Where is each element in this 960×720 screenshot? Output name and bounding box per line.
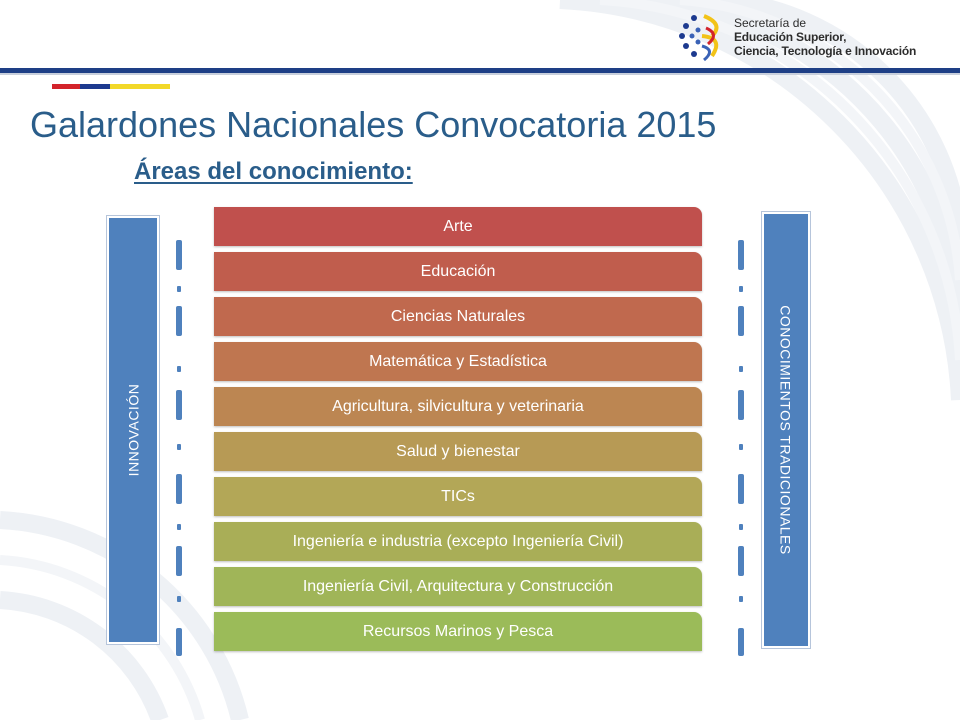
slide-title: Galardones Nacionales Convocatoria 2015 <box>30 104 717 145</box>
senescyt-logo <box>672 6 932 66</box>
area-bar-tics: TICs <box>214 477 702 516</box>
area-bar-salud-bienestar: Salud y bienestar <box>214 432 702 471</box>
flag-stripe-red <box>52 84 80 89</box>
logo-line-2: Educación Superior, <box>734 30 847 44</box>
logo-line-3: Ciencia, Tecnología e Innovación <box>734 44 917 58</box>
left-dashed-connector <box>174 240 184 660</box>
innovation-bar <box>107 216 159 644</box>
innovation-label: INNOVACIÓN <box>125 383 142 477</box>
area-bar-ingenieria-civil: Ingeniería Civil, Arquitectura y Construcción <box>214 567 702 606</box>
area-bar-ciencias-naturales: Ciencias Naturales <box>214 297 702 336</box>
knowledge-areas-list <box>214 207 702 657</box>
area-bar-educacion: Educación <box>214 252 702 291</box>
flag-stripe-blue <box>80 84 110 89</box>
area-bar-agricultura: Agricultura, silvicultura y veterinaria <box>214 387 702 426</box>
area-bar-arte: Arte <box>214 207 702 246</box>
slide-subtitle: Áreas del conocimiento: <box>134 158 413 185</box>
logo-sphere-icon <box>672 6 732 66</box>
logo-line-1: Secretaría de <box>734 16 807 30</box>
traditional-knowledge-label: CONOCIMIENTOS TRADICIONALES <box>778 305 794 555</box>
area-bar-matematica-estadistica: Matemática y Estadística <box>214 342 702 381</box>
area-bar-ingenieria-industria: Ingeniería e industria (excepto Ingeniería Civil) <box>214 522 702 561</box>
header-bar-shadow <box>0 73 960 75</box>
area-bar-recursos-marinos: Recursos Marinos y Pesca <box>214 612 702 651</box>
flag-stripe-yellow <box>110 84 170 89</box>
right-dashed-connector <box>736 240 746 660</box>
traditional-knowledge-bar <box>762 212 810 648</box>
